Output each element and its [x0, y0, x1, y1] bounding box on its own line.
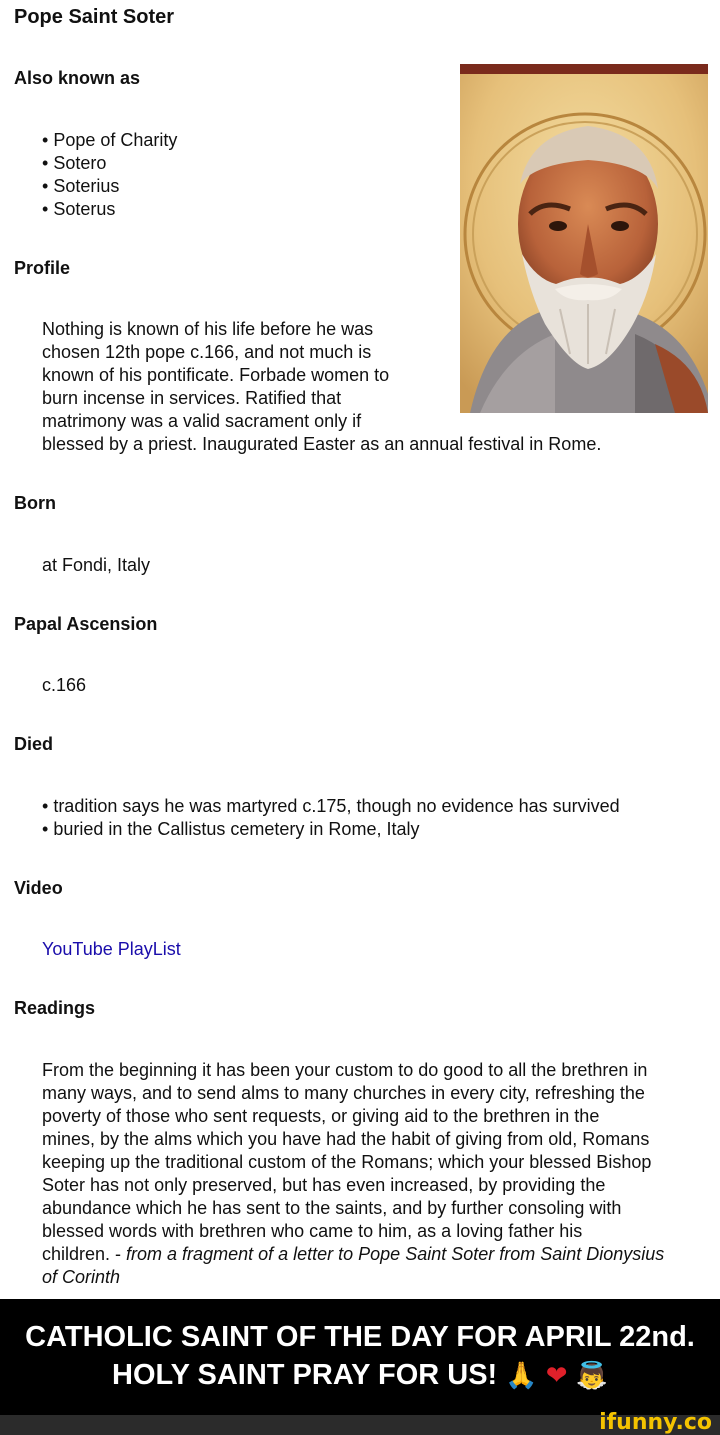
readings-line: mines, by the alms which you have had the habit of giving from old, Romans	[42, 1129, 650, 1149]
praying-hands-icon: 🙏	[505, 1361, 538, 1391]
readings-source: of Corinth	[42, 1267, 121, 1287]
angel-icon: 👼	[575, 1361, 608, 1391]
video-heading: Video	[14, 878, 63, 898]
readings-plain: children. -	[42, 1244, 127, 1264]
profile-heading: Profile	[14, 258, 71, 278]
died-list	[42, 795, 620, 841]
list-item: • tradition says he was martyred c.175, though no evidence has survived	[42, 795, 620, 818]
papal-ascension-text: c.166	[42, 675, 87, 695]
banner-line-2	[0, 1358, 720, 1393]
readings-source: from a fragment of a letter to Pope Saint Soter from Saint Dionysius	[126, 1244, 665, 1264]
banner-line-1: CATHOLIC SAINT OF THE DAY FOR APRIL 22nd.	[25, 1321, 695, 1353]
caption-banner	[0, 1299, 720, 1415]
also-known-as-list	[42, 129, 177, 221]
profile-line: blessed by a priest. Inaugurated Easter as an annual festival in Rome.	[42, 434, 602, 454]
footer-bar	[0, 1410, 720, 1435]
heart-icon: ❤	[545, 1361, 568, 1391]
profile-line: burn incense in services. Ratified that	[42, 388, 342, 408]
readings-line	[42, 1266, 712, 1289]
died-heading: Died	[14, 734, 54, 754]
banner-line-2-text: HOLY SAINT PRAY FOR US!	[112, 1359, 498, 1391]
born-text: at Fondi, Italy	[42, 555, 151, 575]
list-item: • Soterus	[42, 198, 177, 221]
list-item: • Pope of Charity	[42, 129, 177, 152]
readings-line: From the beginning it has been your custom to do good to all the brethren in	[42, 1060, 648, 1080]
page-title: Pope Saint Soter	[14, 6, 175, 28]
list-item: • buried in the Callistus cemetery in Rome, Italy	[42, 818, 620, 841]
pope-portrait-image	[460, 64, 708, 413]
readings-line: blessed words with brethren who came to him, as a loving father his	[42, 1221, 583, 1241]
readings-heading: Readings	[14, 998, 96, 1018]
ifunny-watermark: ifunny.co	[599, 1410, 712, 1435]
list-item: • Soterius	[42, 175, 177, 198]
profile-line: matrimony was a valid sacrament only if	[42, 411, 362, 431]
profile-line: chosen 12th pope c.166, and not much is	[42, 342, 372, 362]
list-item: • Sotero	[42, 152, 177, 175]
readings-line	[42, 1243, 712, 1266]
profile-line: Nothing is known of his life before he was	[42, 319, 374, 339]
readings-line: many ways, and to send alms to many churches in every city, refreshing the	[42, 1083, 645, 1103]
papal-ascension-heading: Papal Ascension	[14, 614, 158, 634]
readings-text	[42, 1059, 712, 1289]
profile-line: known of his pontificate. Forbade women to	[42, 365, 390, 385]
readings-line: Soter has not only preserved, but has even increased, by providing the	[42, 1175, 606, 1195]
youtube-playlist-link[interactable]: YouTube PlayList	[42, 939, 181, 959]
also-known-as-heading: Also known as	[14, 68, 141, 88]
readings-line: abundance which he has sent to the saints, and by further consoling with	[42, 1198, 622, 1218]
born-heading: Born	[14, 493, 56, 513]
readings-line: keeping up the traditional custom of the Romans; which your blessed Bishop	[42, 1152, 652, 1172]
readings-line: poverty of those who sent requests, or giving aid to the brethren in the	[42, 1106, 600, 1126]
